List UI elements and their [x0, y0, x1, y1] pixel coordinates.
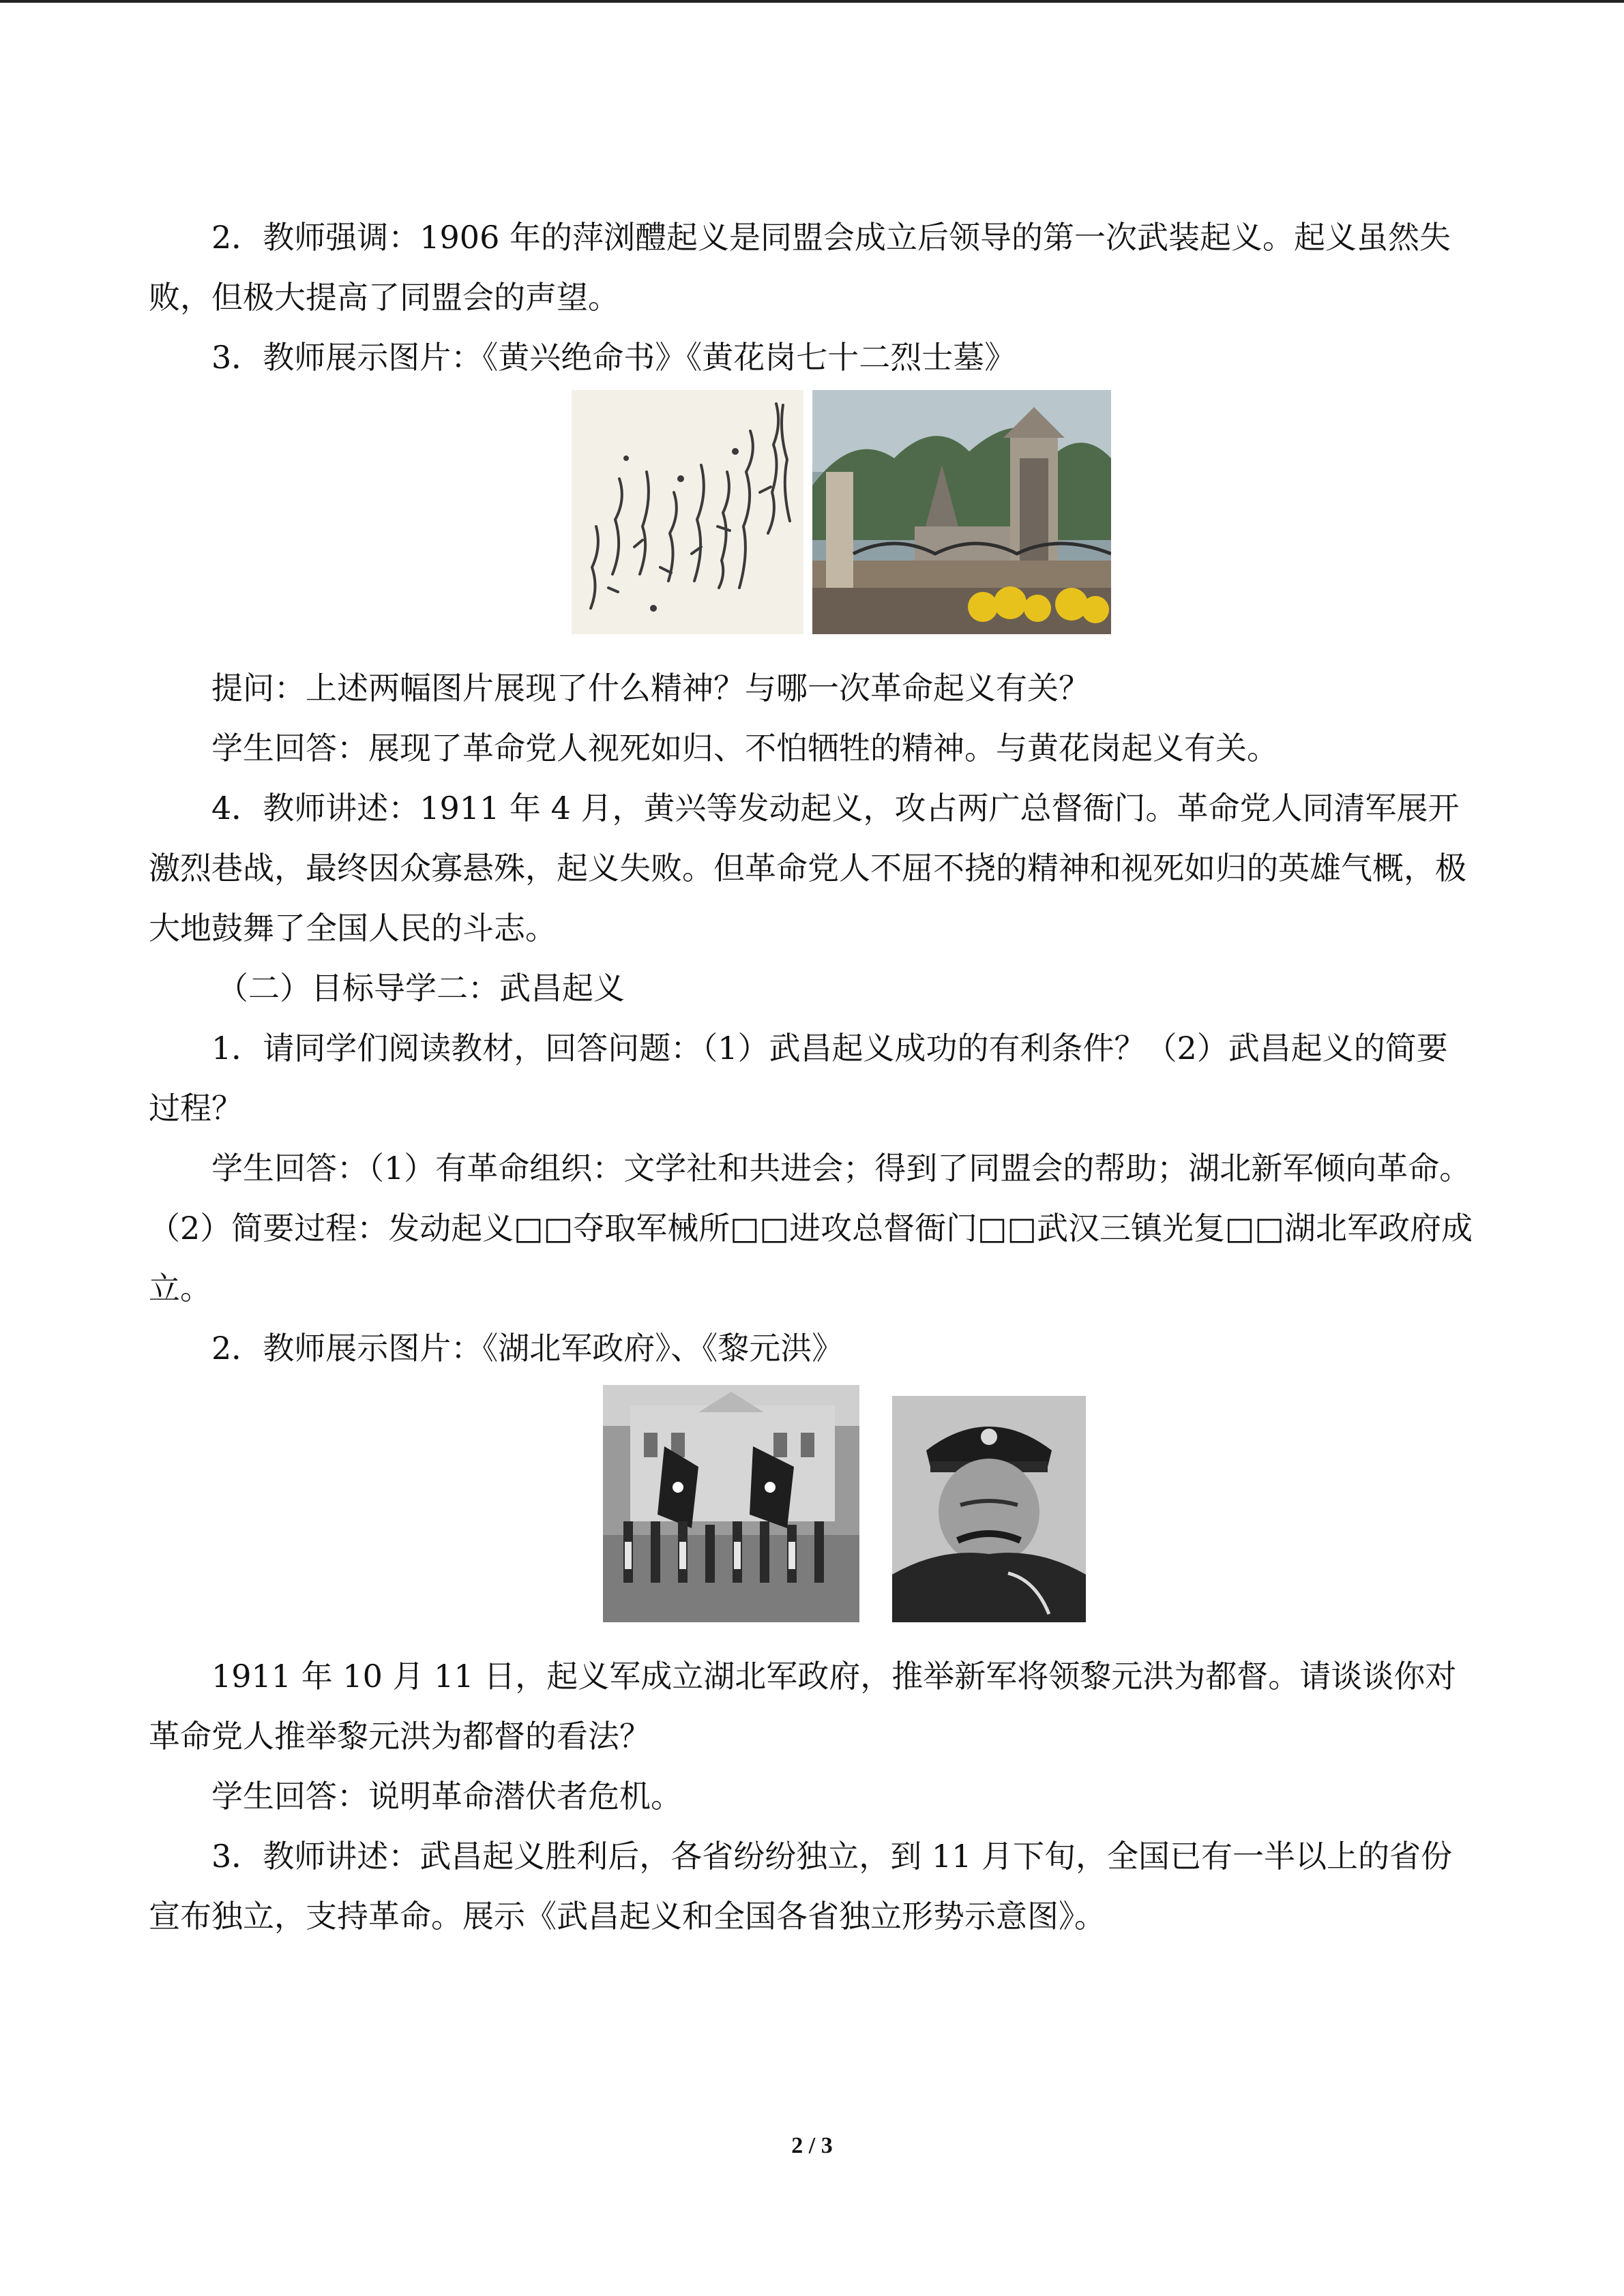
paragraph-show-images-1: 3．教师展示图片：《黄兴绝命书》《黄花岗七十二烈士墓》 [211, 339, 1016, 376]
paragraph-hubei-government: 1911 年 10 月 11 日，起义军成立湖北军政府，推举新军将领黎元洪为都督。请谈谈你对革命党人推举黎元洪为都督的看法？ [149, 1658, 1457, 1755]
paragraph-teacher-narration-1: 4．教师讲述：1911 年 4 月，黄兴等发动起义，攻占两广总督衙门。革命党人同清军展开激烈巷战，最终因众寡悬殊，起义失败。但革命党人不屈不挠的精神和视死如归的英雄气概，极大地鼓舞了全国人民的斗志。 [149, 790, 1466, 946]
li-yuanhong-portrait-image [892, 1396, 1086, 1622]
paragraph-reading-questions: 1．请同学们阅读教材，回答问题：（1）武昌起义成功的有利条件？（2）武昌起义的简要过程？ [149, 1030, 1448, 1127]
huanghuagang-tomb-image [812, 390, 1111, 634]
paragraph-teacher-emphasis: 2．教师强调：1906 年的萍浏醴起义是同盟会成立后领导的第一次武装起义。起义虽然失败，但极大提高了同盟会的声望。 [149, 219, 1451, 316]
paragraph-question: 提问：上述两幅图片展现了什么精神？与哪一次革命起义有关？ [211, 670, 1090, 706]
paragraph-student-answer-3: 学生回答：说明革命潜伏者危机。 [211, 1778, 682, 1815]
page-number: 2 / 3 [791, 2133, 833, 2158]
hubei-military-government-image [603, 1385, 859, 1622]
top-rule [0, 0, 1624, 3]
paragraph-teacher-narration-2: 3．教师讲述：武昌起义胜利后，各省纷纷独立，到 11 月下旬，全国已有一半以上的省份宣布独立，支持革命。展示《武昌起义和全国各省独立形势示意图》。 [149, 1838, 1453, 1935]
paragraph-show-images-2: 2．教师展示图片：《湖北军政府》、《黎元洪》 [211, 1330, 844, 1367]
paragraph-student-answer-1: 学生回答：展现了革命党人视死如归、不怕牺牲的精神。与黄花岗起义有关。 [211, 730, 1278, 766]
huang-xing-letter-image [572, 390, 803, 634]
section-heading-wuchang-uprising: （二）目标导学二：武昌起义 [217, 970, 625, 1007]
paragraph-student-answer-2: 学生回答：（1）有革命组织：文学社和共进会；得到了同盟会的帮助；湖北新军倾向革命。（2）简要过程：发动起义□□夺取军械所□□进攻总督衙门□□武汉三镇光复□□湖北军政府成立。 [149, 1150, 1473, 1307]
